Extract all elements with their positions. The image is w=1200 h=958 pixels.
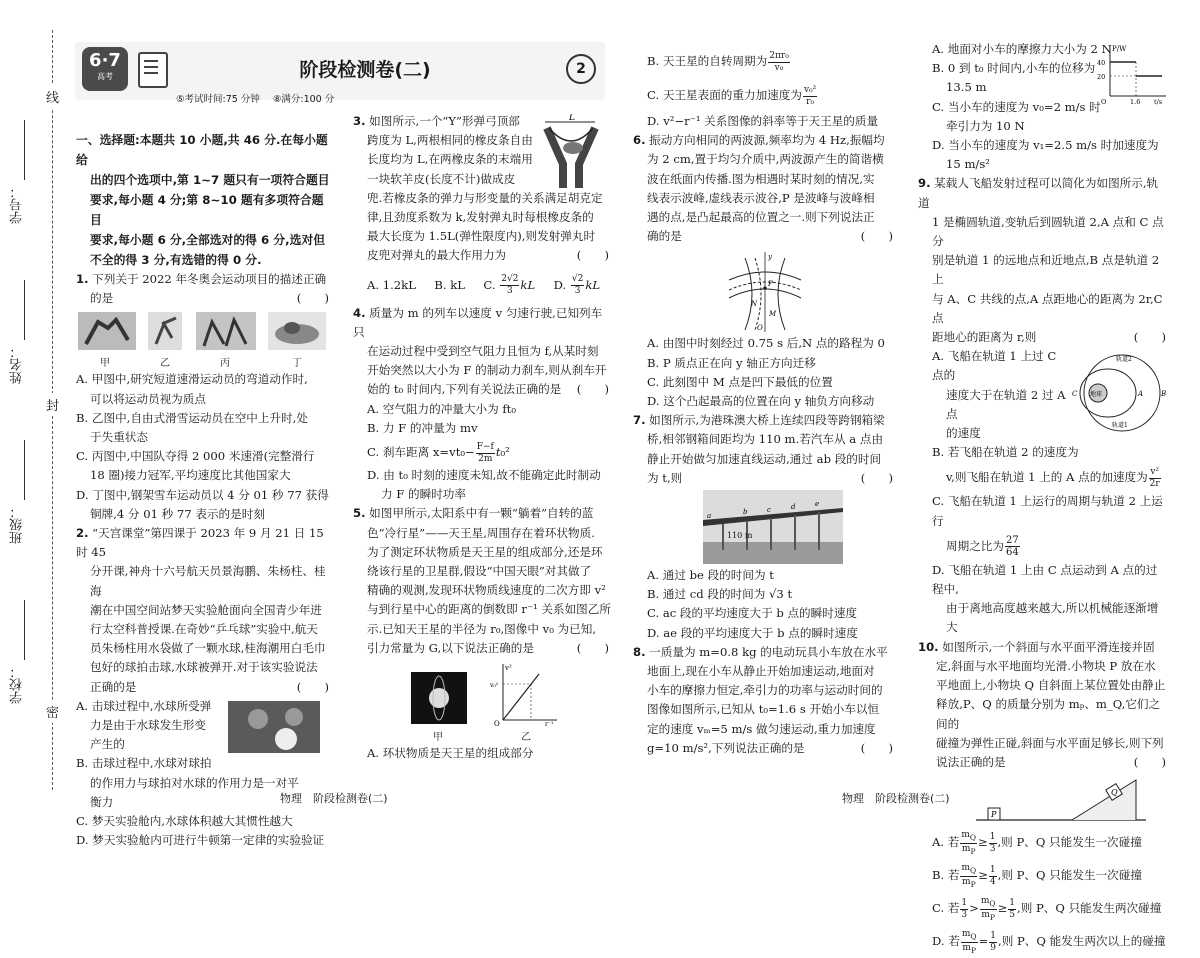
answer-bracket[interactable]: ( ) bbox=[860, 470, 893, 485]
q2-options: A. 击球过程中,水球所受弹 力是由于水球发生形变 产生的 B. 击球过程中,水球对球拍 的作用力与球拍对水球的作用力是一对平 衡力 C. 梦天实验舱内,水球体积越大其惯性越大 D. 梦天实验舱内可进行牛顿第一定律的实验验证 bbox=[76, 697, 331, 851]
option[interactable]: D. $\frac{√2}{3}$ kL bbox=[553, 274, 601, 297]
option[interactable]: A. 地面对小车的摩擦力大小为 2 N bbox=[932, 42, 1112, 56]
answer-bracket[interactable]: ( ) bbox=[1133, 754, 1166, 769]
option[interactable]: C. 丙图中,中国队夺得 2 000 米速滑(完整滑行 bbox=[76, 449, 315, 464]
option[interactable]: C. ac 段的平均速度大于 b 点的瞬时速度 bbox=[647, 606, 858, 621]
point-label-c: c bbox=[767, 506, 771, 515]
option[interactable]: D. 梦天实验舱内可进行牛顿第一定律的实验验证 bbox=[76, 833, 325, 848]
option[interactable]: D. 丁图中,钢架雪车运动员以 4 分 01 秒 77 获得 bbox=[76, 487, 329, 502]
q5-figures bbox=[353, 658, 611, 744]
point-label-C: C bbox=[1072, 390, 1078, 399]
option[interactable]: B. 击球过程中,水球对球拍 bbox=[76, 756, 212, 771]
answer-bracket[interactable]: ( ) bbox=[860, 229, 893, 244]
exam-score: ⑧满分:100 分 bbox=[272, 94, 335, 105]
option[interactable]: C. $\frac{2√2}{3}$ kL bbox=[483, 274, 536, 297]
question-8: 8. 一质量为 m=0.8 kg 的电动玩具小车放在水平 地面上,现在小车从静止开始加速运动,地面对 小车的摩擦力恒定,牵引力的功率与运动时间的 图像如图所示,已知从 t₀=1.6 s 开始小车以恒 定的速度 vₘ=5 m/s 做匀速运动,重力加速度 g=10 m/s²,下列说法正确的是 ( ) bbox=[633, 643, 895, 758]
exam-meta bbox=[176, 91, 344, 105]
option[interactable]: A. 飞船在轨道 1 上过 C 点的 bbox=[932, 349, 1057, 383]
axis-tick-label: 1.6 bbox=[1130, 98, 1141, 106]
q2-photo bbox=[228, 701, 320, 753]
question-10: 10. 如图所示,一个斜面与水平面平滑连接并固 定,斜面与水平地面均光滑.小物块 P 放在水 平地面上,小物块 Q 自斜面上某位置处由静止 释放,P、Q 的质量分别为 mₚ、m_Q,它们之间的 碰撞为弹性正碰,斜面与水平面足够长,则下列 说法正确的是 ( ) bbox=[918, 638, 1168, 772]
option[interactable]: D. 当小车的速度为 v₁=2.5 m/s 时加速度为 bbox=[932, 138, 1159, 153]
question-3: L 3. 如图所示,一个“Y”形弹弓顶部 跨度为 L,两根相同的橡皮条自由 长度均为 L,在两橡皮条的末端用 一块软羊皮(长度不计)做成皮 兜.若橡皮条的弹力与形变量的关系满足胡克定 律,且劲度系数为 k,发射弹丸时每根橡皮条的 最大长度为 1.5L(弹性限度内),则发射弹丸时 皮兜对弹丸的最大作用力为 ( ) A. 1.2kL B. kL C. $\frac{2√2}{3}$ kL D. $\frac{√2}{3}$ kL bbox=[353, 112, 611, 304]
point-label-d: d bbox=[791, 503, 796, 512]
photo-label: 丙 bbox=[220, 358, 230, 370]
answer-bracket[interactable]: ( ) bbox=[576, 640, 609, 655]
field-student-id: 学号： bbox=[10, 185, 25, 224]
q7-figure bbox=[633, 488, 895, 566]
photo-label: 乙 bbox=[160, 358, 170, 370]
binding-strip bbox=[0, 0, 68, 827]
axis-label-x: r⁻¹ bbox=[545, 721, 554, 727]
point-label-O: O bbox=[757, 324, 763, 333]
option[interactable]: C. 刹车距离 x=vt₀− $\frac{F-f}{2m}$ t₀² bbox=[367, 441, 510, 464]
answer-bracket[interactable]: ( ) bbox=[296, 291, 329, 306]
option[interactable]: C. 此刻图中 M 点是凹下最低的位置 bbox=[647, 374, 833, 389]
v2-r-graph bbox=[489, 662, 559, 726]
bridge-photo bbox=[703, 490, 843, 564]
option[interactable]: D. 由 t₀ 时刻的速度未知,故不能确定此时制动 bbox=[367, 468, 601, 483]
logo-subtitle: 高考 bbox=[97, 72, 113, 81]
answer-bracket[interactable]: ( ) bbox=[296, 679, 329, 694]
question-7: 7. 如图所示,为港珠澳大桥上连续四段等跨钢箱梁 桥,相邻钢箱间距均为 110 m.若汽车从 a 点由 静止开始做匀加速直线运动,通过 ab 段的时间 为 t,则 ( ) bbox=[633, 411, 895, 488]
option[interactable]: A. 若 $\frac{m_Q}{m_P}$ ≥ $\frac{1}{3}$ ,则 P、Q 只能发生一次碰撞 bbox=[932, 829, 1142, 856]
bind-char-line: 线 bbox=[46, 85, 59, 108]
option[interactable]: A. 空气阻力的冲量大小为 ft₀ bbox=[367, 401, 516, 416]
field-line[interactable] bbox=[24, 280, 25, 340]
point-label-a: a bbox=[707, 512, 712, 521]
point-label-B: B bbox=[1161, 390, 1167, 399]
photo-label: 丁 bbox=[292, 358, 302, 370]
column-4 bbox=[918, 40, 1168, 958]
field-line[interactable] bbox=[24, 120, 25, 180]
footer-right: 物理 阶段检测卷(二) bbox=[842, 792, 950, 805]
option[interactable]: B. 若飞船在轨道 2 的速度为 bbox=[932, 445, 1079, 460]
option[interactable]: C. 天王星表面的重力加速度为 $\frac{\text{v₀²}}{\text{r₀}}$ bbox=[647, 84, 817, 107]
field-name: 姓名： bbox=[10, 345, 25, 384]
logo-number: 6·7 bbox=[89, 50, 121, 71]
answer-bracket[interactable]: ( ) bbox=[1133, 330, 1166, 345]
figure-label: 甲 bbox=[433, 732, 443, 744]
earth-label: 地球 bbox=[1090, 391, 1103, 399]
option[interactable]: C. 梦天实验舱内,水球体积越大其惯性越大 bbox=[76, 814, 293, 829]
slingshot-figure bbox=[533, 114, 611, 194]
photo-yi bbox=[148, 312, 182, 350]
orbit-figure bbox=[1068, 351, 1168, 435]
uranus-photo bbox=[411, 672, 467, 724]
axis-origin: O bbox=[494, 720, 500, 727]
option[interactable]: A. 环状物质是天王星的组成部分 bbox=[367, 746, 534, 761]
block-label-Q: Q bbox=[1111, 788, 1118, 798]
point-label-P: P bbox=[768, 280, 773, 289]
q1-options: A. 甲图中,研究短道速滑运动员的弯道动作时, 可以将运动员视为质点 B. 乙图中,自由式滑雪运动员在空中上升时,处 于失重状态 C. 丙图中,中国队夺得 2 000 米速滑(完整滑行 18 圈)接力冠军,平均速度比其他国家大 D. 丁图中,钢架雪车运动员以 4 分 01 秒 77 获得 铜牌,4 分 01 秒 77 表示的是时刻 bbox=[76, 370, 331, 524]
incline-figure bbox=[976, 774, 1146, 824]
bind-char-secret: 密 bbox=[46, 700, 59, 723]
option[interactable]: C. 若 $\frac{1}{3}$ > $\frac{m_Q}{m_P}$ ≥ $\frac{1}{5}$ ,则 P、Q 只能发生两次碰撞 bbox=[932, 895, 1162, 922]
option[interactable]: B. kL bbox=[434, 277, 465, 292]
field-school: 学校： bbox=[10, 665, 25, 704]
answer-bracket[interactable]: ( ) bbox=[860, 740, 893, 755]
option[interactable]: D. v²−r⁻¹ 关系图像的斜率等于天王星的质量 bbox=[647, 114, 879, 128]
option[interactable]: B. 若 $\frac{m_Q}{m_P}$ ≥ $\frac{1}{4}$ ,则 P、Q 只能发生一次碰撞 bbox=[932, 862, 1142, 889]
column-2 bbox=[353, 112, 611, 763]
question-5: 5. 如图甲所示,太阳系中有一颗“躺着”自转的蓝 色“冷行星”——天王星,周围存在着环状物质. 为了测定环状物质是天王星的组成部分,还是环 绕该行星的卫星群,假设“中国天眼”对其做了 精确的观测,发现环状物质线速度的二次方即 v² 与到行星中心的距离的倒数即 r⁻¹ 关系如图乙所 示.已知天王星的半径为 r₀,图像中 v₀ 为已知, 引力常量为 G,以下说法正确的是 ( ) bbox=[353, 504, 611, 658]
paper-number-badge: 2 bbox=[566, 54, 596, 84]
axis-origin: O bbox=[1101, 98, 1107, 106]
field-line[interactable] bbox=[24, 440, 25, 500]
q9-options: 地球 轨道2 轨道1 A B C A. 飞船在轨道 1 上过 C 点的 速度大于在轨道 2 过 A 点 的速度 B. 若飞船在轨道 2 的速度为 v,则飞船在轨道 1 上的 A 点的加速度为 $\frac{\text{v²}}{2r}$ C. 飞船在轨道 1 上运行的周期与轨道 2 上运行 周期之比为 $\frac{27}{64}$ D. 飞船在轨道 1 上由 C 点运动到 A 点的过程中, 由于离地高度越来越大,所以机械能逐渐增大 bbox=[918, 347, 1168, 637]
orbit-1-label: 轨道1 bbox=[1112, 422, 1128, 430]
q3-options bbox=[353, 266, 611, 304]
point-label-e: e bbox=[815, 500, 820, 509]
option[interactable]: D. 这个凸起最高的位置在向 y 轴负方向移动 bbox=[647, 394, 875, 409]
option[interactable]: A. 通过 be 段的时间为 t bbox=[647, 568, 774, 583]
axis-label-y: P/W bbox=[1112, 45, 1127, 53]
option[interactable]: D. 飞船在轨道 1 上由 C 点运动到 A 点的过程中, bbox=[932, 562, 1158, 597]
option[interactable]: C. 飞船在轨道 1 上运行的周期与轨道 2 上运行 bbox=[932, 494, 1163, 528]
question-6: 6. 振动方向相同的两波源,频率均为 4 Hz,振幅均 为 2 cm,置于均匀介质中,两波源产生的简谐横 波在纸面内传播.图为相遇时某时刻的情况,实 线表示波峰,虚线表示波谷,P 是波峰与波峰相 遇的点,是凸起最高的位置之一.则下列说法正 确的是 ( ) bbox=[633, 131, 895, 246]
power-time-graph bbox=[1096, 42, 1168, 106]
block-label-P: P bbox=[991, 810, 997, 820]
option[interactable]: B. 力 F 的冲量为 mv bbox=[367, 420, 478, 435]
axis-tick-label: v₀² bbox=[490, 682, 499, 690]
brand-logo bbox=[82, 47, 128, 91]
question-4: 4. 质量为 m 的列车以速度 v 匀速行驶,已知列车只 在运动过程中受到空气阻力且恒为 f,从某时刻 开始突然以大小为 F 的制动力刹车,则从刹车开 始的 t₀ 时间内,下列有关说法正确的是 ( ) A. 空气阻力的冲量大小为 ft₀ B. 力 F 的冲量为 mv C. 刹车距离 x=vt₀− $\frac{F-f}{2m}$ t₀² D. 由 t₀ 时刻的速度未知,故不能确定此时制动 力 F 的瞬时功率 bbox=[353, 305, 609, 502]
answer-bracket[interactable]: ( ) bbox=[576, 248, 609, 263]
q7-options bbox=[633, 566, 895, 643]
notebook-icon bbox=[138, 52, 168, 88]
option[interactable]: B. 天王星的自转周期为 $\frac{\text{2πr₀}}{\text{v₀}}$ bbox=[647, 50, 789, 73]
span-label: 110 m bbox=[727, 531, 753, 541]
column-1 bbox=[76, 130, 331, 850]
bind-char-seal: 封 bbox=[46, 393, 59, 416]
point-label-A: A bbox=[1138, 390, 1144, 399]
point-label-b: b bbox=[743, 508, 748, 517]
point-label-N: N bbox=[751, 300, 758, 309]
option[interactable]: A. 1.2kL bbox=[367, 277, 416, 292]
point-label-M: M bbox=[769, 310, 777, 319]
q10-options bbox=[918, 826, 1168, 958]
footer-left: 物理 阶段检测卷(二) bbox=[280, 792, 388, 805]
question-9: 9. 某载人飞船发射过程可以简化为如图所示,轨道 1 是椭圆轨道,变轨后到圆轨道 2,A 点和 C 点分 别是轨道 1 的远地点和近地点,B 点是轨道 2 上 与 A、C 共线的点,A 点距地心的距离为 2r,C 点 距地心的距离为 r,则 ( ) bbox=[918, 174, 1168, 347]
exam-time: ⑤考试时间:75 分钟 bbox=[176, 94, 260, 105]
option[interactable]: B. 通过 cd 段的时间为 √3 t bbox=[647, 587, 793, 602]
page-title: 阶段检测卷(二) bbox=[299, 59, 431, 81]
question-1: 1. 下列关于 2022 年冬奥会运动项目的描述正确 的是 ( ) bbox=[76, 270, 331, 308]
option[interactable]: D. ae 段的平均速度大于 b 点的瞬时速度 bbox=[647, 625, 858, 640]
q1-photos bbox=[76, 308, 331, 370]
question-2: 2. “天宫课堂”第四课于 2023 年 9 月 21 日 15 时 45 分开课,神舟十六号航天员景海鹏、朱杨柱、桂海 潮在中国空间站梦天实验舱面向全国青少年进 行太空科普授课.在奇妙“乒乓球”实验中,航天 员朱杨柱用水袋做了一颗水球,桂海潮用白毛巾 包好的球拍击球,水球被弹开.对于该实验说法 正确的是 ( ) bbox=[76, 524, 331, 697]
axis-label-y: y bbox=[768, 253, 772, 262]
option[interactable]: B. 0 到 t₀ 时间内,小车的位移为 bbox=[932, 61, 1096, 76]
section-instructions: 一、选择题:本题共 10 小题,共 46 分.在每小题给 出的四个选项中,第 1~7 题只有一项符合题目 要求,每小题 4 分;第 8~10 题有多项符合题目 要求,每小题 6 分,全部选对的得 6 分,选对但 不全的得 3 分,有选错的得 0 分. bbox=[76, 133, 330, 267]
figure-label: 乙 bbox=[521, 732, 531, 744]
answer-bracket[interactable]: ( ) bbox=[576, 382, 609, 397]
option[interactable]: C. 当小车的速度为 v₀=2 m/s 时 bbox=[932, 99, 1101, 114]
q8-options: P/W 40 20 O 1.6 t/s A. 地面对小车的摩擦力大小为 2 N B. 0 到 t₀ 时间内,小车的位移为 13.5 m C. 当小车的速度为 v₀=2 m/s 时 牵引力为 10 N D. 当小车的速度为 v₁=2.5 m/s 时加速度为 15 m/s² bbox=[918, 40, 1168, 174]
fig-label-L: L bbox=[569, 114, 575, 123]
orbit-2-label: 轨道2 bbox=[1116, 356, 1132, 364]
column-3 bbox=[633, 44, 895, 758]
option[interactable]: A. 由图中时刻经过 0.75 s 后,N 点的路程为 0 bbox=[647, 336, 885, 351]
field-line[interactable] bbox=[24, 600, 25, 660]
q10-figure bbox=[918, 772, 1168, 826]
wave-interference-figure bbox=[725, 250, 805, 334]
option[interactable]: A. 甲图中,研究短道速滑运动员的弯道动作时, bbox=[76, 372, 308, 387]
axis-label-y: v² bbox=[505, 664, 512, 673]
option[interactable]: B. 乙图中,自由式滑雪运动员在空中上升时,处 bbox=[76, 410, 308, 425]
photo-label: 甲 bbox=[100, 358, 110, 370]
q6-options bbox=[633, 334, 895, 411]
field-class: 班级： bbox=[10, 505, 25, 544]
axis-tick-label: 40 bbox=[1097, 59, 1106, 67]
axis-tick-label: 20 bbox=[1097, 73, 1106, 81]
option[interactable]: D. 若 $\frac{m_Q}{m_P}$ = $\frac{1}{9}$ ,则 P、Q 能发生两次以上的碰撞 bbox=[932, 928, 1166, 955]
option[interactable]: A. 击球过程中,水球所受弹 bbox=[76, 698, 212, 713]
option[interactable]: B. P 质点正在向 y 轴正方向迁移 bbox=[647, 355, 816, 370]
axis-label-x: t/s bbox=[1154, 98, 1163, 106]
q6-figure bbox=[633, 246, 895, 334]
